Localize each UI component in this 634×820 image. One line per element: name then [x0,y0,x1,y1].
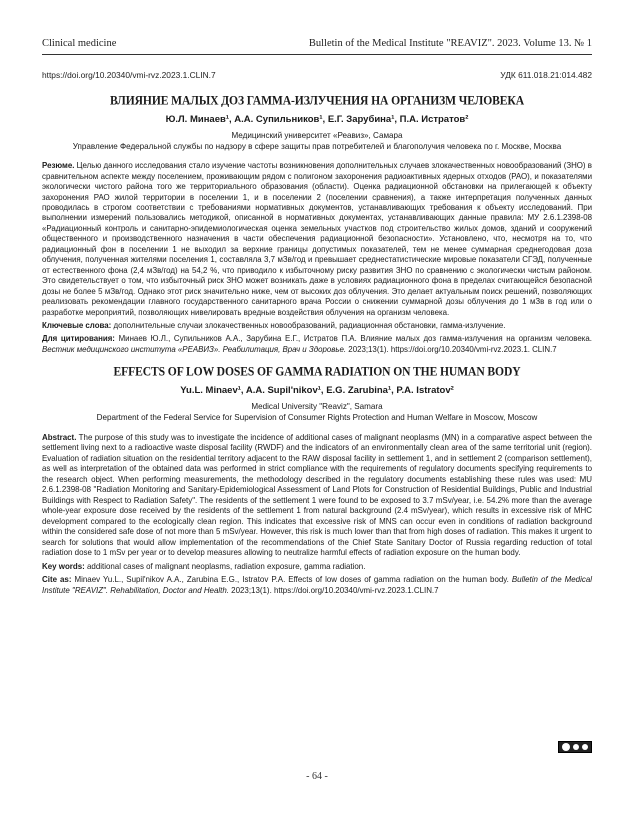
ru-authors: Ю.Л. Минаев¹, А.А. Супильников¹, Е.Г. Зарубина¹, П.А. Истратов² [165,114,469,125]
en-keywords-text: additional cases of malignant neoplasms, radiation exposure, gamma radiation. [84,561,366,571]
udc-code: УДК 611.018.21:014.482 [500,70,592,80]
english-section [42,365,592,596]
ru-cite-journal: Вестник медицинского института «РЕАВИЗ». Реабилитация, Врач и Здоровье. [42,344,347,354]
en-cite-label: Cite as: [42,575,72,585]
ru-abstract-text: Целью данного исследования стало изучение частоты возникновения дополнительных случаев злокачественных новообразований (ЗНО) в сравнительном аспекте между поселением, проживающим рядом с полигоном захоронения радиоактивных ядерных отходов (РАО), и показателями экологически чистого района того же территориального образования (области). Оценка радиационной обстановки на прилегающей к объекту захоронения РАО жилой территории в поселении 1, и в поселении 2 (поселении сравнения), а также интерпретация полученных данных проводилась в строгом соответствии с требованиями нормативных документов, устанавливающих требования к объекту исследований. При выполнении измерений пользовались методикой, описанной в нормативных документах, устанавливающих данные правила: МУ 2.6.1.2398-08 «Радиационный контроль и санитарно-эпидемиологическая оценка земельных участков под строительство жилых домов, зданий и сооружений общественного и производственного назначения в части обеспечения радиационной безопасности». Установлено, что, несмотря на то, что радиационный фон в поселении 1 не выходил за верхние границы допустимых показателей, тем не менее суммарная среднегодовая доза облучения, полученная жителями поселения 1, составляла 3,7 мЗв/год и превышает среднестатистические мировые показатели СГЭД, полученные от естественного фона (2,4 мЗв/год) на 54,2 %, что приводило к избыточному риску развития ЗНО по сравнению с экологически чистым районом. Это свидетельствует о том, что избыточный риск ЗНО может возникать даже в условиях радиационного фона в пределах считающейся безопасной дозы не более 5 мЗв/год. Однако этот риск значительно ниже, чем от высоких доз облучения. Это делает актуальным поиск решений, позволяющих реализовать рекомендации главного государственного санитарного врача России о снижении суммарной дозы облучения до 1 мЗв в год или о разработке мероприятий, позволяющих нивелировать вредные воздействия облучения на организм человека. [42,161,592,317]
cc-dot-icon [582,744,588,750]
ru-title: ВЛИЯНИЕ МАЛЫХ ДОЗ ГАММА-ИЗЛУЧЕНИЯ НА ОРГАНИЗМ ЧЕЛОВЕКА [109,93,524,108]
cc-circle-icon [562,743,570,751]
en-affiliation-1: Medical University "Reaviz", Samara [251,402,383,412]
ru-keywords-label: Ключевые слова: [42,320,112,330]
journal-label: Bulletin of the Medical Institute "REAVIZ". 2023. Volume 13. № 1 [308,38,592,49]
article-front-matter [42,94,592,596]
en-abstract-text: The purpose of this study was to investigate the incidence of additional cases of malignant neoplasms (MN) in a comparative aspect between the settlement living next to a radioactive waste disposal facility (RWDF) and the indicators of an environmentally clean area of the same territorial unit (region). Evaluation of radiation situation on the residential territory adjacent to the RAW disposal facility in settlement 1, and in settlement 2 (comparison settlement), as well as interpretation of the obtained data was performed in strict compliance with the requirements of regulatory documents specifying requirements to the research object. When performing measurements, the methodology described in the regulatory documents establishing these rules was used: MU 2.6.1.2398-08 "Radiation Monitoring and Sanitary-Epidemiological Assessment of Land Plots for Construction of Residential Buildings, Public and Industrial Buildings with Respect to Radiation Safety". The residents of the settlement 1 were found to be exposed to 3.7 mSv/year, i.e. 54.2% more than the average whole-year exposure dose received by the residents of the settlement 1 from natural background (2.4 mSv/year), which results in excessive risk of MHC development compared to the ecologically clean region. This indicates that excessive risk of MNS can occur even in conditions of radiation background within the considered safe dose of not more than 5 mSv/year. However, this risk is much lower than that from high doses of radiation. This makes it urgent to search for solutions that would allow implementation of the recommendations of the Chief State Sanitary Doctor of Russia regarding reduction of total radiation dose to 1 mSv per year or to develop measures allowing to neutralize harmful effects of radiation exposure on the human body. [42,432,592,558]
ru-affiliation-2: Управление Федеральной службы по надзору в сфере защиты прав потребителей и благополучия человека по г. Москве, Москва [72,141,562,151]
cc-by-person-icon [573,744,579,750]
en-cite-journal: Bulletin of the Medical Institute "REAVIZ". Rehabilitation, Doctor and Health. [42,575,592,595]
en-title: EFFECTS OF LOW DOSES OF GAMMA RADIATION ON THE HUMAN BODY [113,364,521,380]
ru-cite-doi[interactable]: 2023;13(1). https://doi.org/10.20340/vmi-rvz.2023.1. CLIN.7 [346,344,557,354]
ru-cite-label: Для цитирования: [42,334,115,344]
doi-link[interactable]: https://doi.org/10.20340/vmi-rvz.2023.1.CLIN.7 [42,70,216,80]
en-authors: Yu.L. Minaev¹, A.A. Supil'nikov¹, E.G. Zarubina¹, P.A. Istratov² [180,385,454,397]
ru-cite-text: Минаев Ю.Л., Супильников А.А., Зарубина Е.Г., Истратов П.А. Влияние малых доз гамма-излучения на организм человека. [114,334,592,344]
header-rule [42,54,592,55]
page-number: - 64 - [306,771,328,782]
en-cite-doi[interactable]: 2023;13(1). https://doi.org/10.20340/vmi-rvz.2023.1.CLIN.7 [228,585,439,595]
cc-by-license-icon[interactable] [558,741,592,753]
ru-affiliation-1: Медицинский университет «Реавиз», Самара [231,131,403,140]
russian-section [42,94,592,355]
ru-citation [42,334,592,355]
meta-line [42,70,592,80]
ru-abstract [42,161,592,318]
en-keywords-label: Key words: [42,561,85,571]
ru-keywords-text: дополнительные случаи злокачественных новообразований, радиационная обстановки, гамма-излучение. [111,320,506,330]
en-keywords [42,562,592,573]
running-header [42,38,592,49]
ru-abstract-label: Резюме. [42,161,75,171]
ru-keywords [42,321,592,331]
en-citation [42,575,592,596]
en-affiliation-2: Department of the Federal Service for Supervision of Consumer Rights Protection and Human Welfare in Moscow, Moscow [96,412,538,422]
en-abstract [42,433,592,559]
section-label: Clinical medicine [42,38,117,49]
en-abstract-label: Abstract. [42,432,77,442]
en-cite-text: Minaev Yu.L., Supil'nikov A.A., Zarubina E.G., Istratov P.A. Effects of low doses of gamma radiation on the human body. [71,575,512,585]
